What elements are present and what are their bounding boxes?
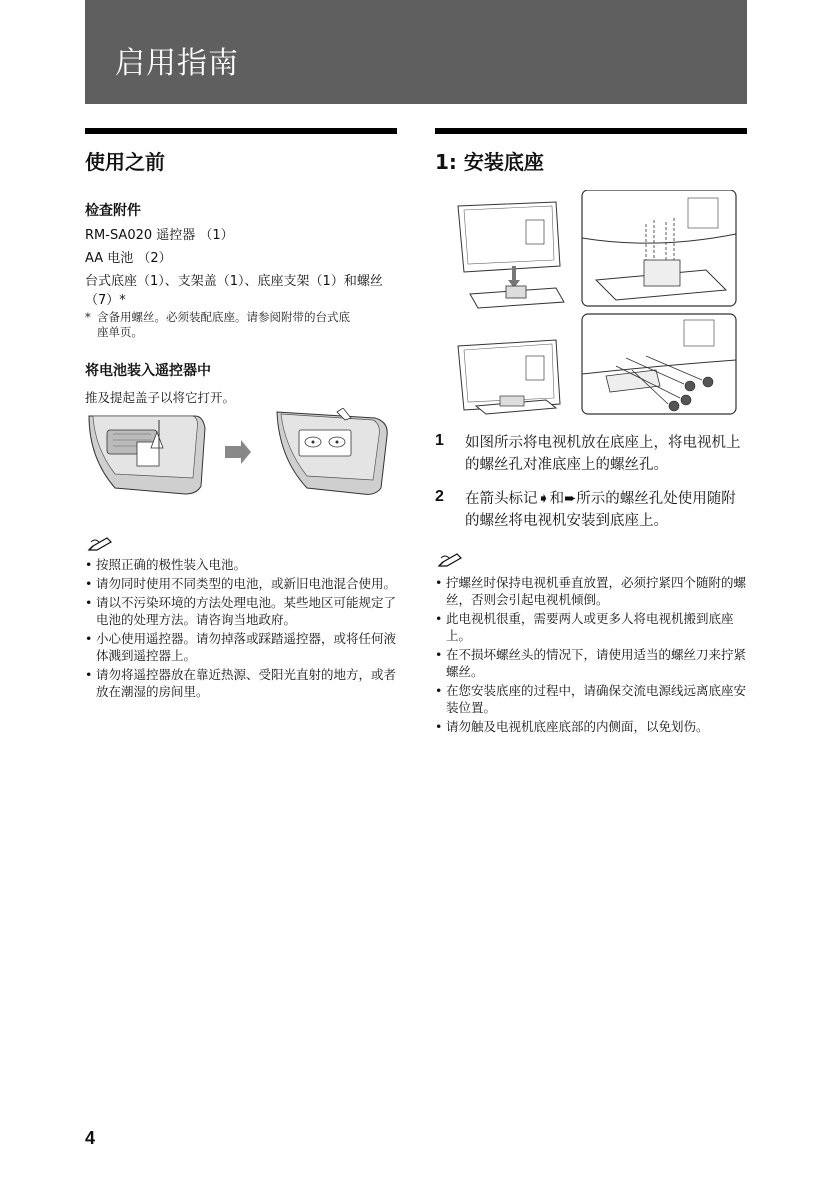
stand-installation-illustration: [456, 190, 738, 416]
footnote-mark: *: [85, 310, 91, 324]
page-number: 4: [85, 1128, 96, 1148]
remote-control-open-illustration: [89, 416, 205, 494]
section-title-before-use: 使用之前: [85, 150, 165, 174]
installation-steps: [435, 432, 747, 544]
accessory-item: 台式底座（1）、支架盖（1）、底座支架（1）和螺丝（7）*: [85, 274, 383, 308]
check-accessories-heading: 检查附件: [85, 203, 141, 219]
tv-on-stand-illustration: [458, 340, 560, 414]
footnote: [85, 310, 397, 340]
section-title-install-stand: 1: 安装底座: [435, 150, 544, 174]
chapter-title: 启用指南: [115, 46, 239, 81]
step-text: 在箭头标记➧和➨所示的螺丝孔处使用随附的螺丝将电视机安装到底座上。: [465, 491, 736, 529]
screw-fastening-detail: [582, 314, 736, 414]
note-item: • 拧螺丝时保持电视机垂直放置，必须拧紧四个随附的螺丝，否则会引起电视机倾倒。: [435, 574, 748, 608]
note-item: • 请勿将遥控器放在靠近热源、受阳光直射的地方，或者放在潮湿的房间里。: [85, 666, 398, 700]
chapter-banner: [85, 0, 747, 104]
left-column: [85, 128, 397, 407]
note-pencil-icon: [87, 536, 113, 552]
note-item: • 在您安装底座的过程中，请确保交流电源线远离底座安装位置。: [435, 682, 748, 716]
step-text: 如图所示将电视机放在底座上，将电视机上的螺丝孔对准底座上的螺丝孔。: [465, 435, 741, 473]
battery-heading: 将电池装入遥控器中: [85, 363, 211, 379]
stand-notes-list: [435, 574, 748, 737]
footnote-text-1: 含备用螺丝。必须装配底座。请参阅附带的台式底: [97, 310, 350, 324]
note-item: • 此电视机很重，需要两人或更多人将电视机搬到底座上。: [435, 610, 748, 644]
accessory-item: AA 电池 （2）: [85, 251, 172, 266]
remote-control-battery-illustration: [277, 408, 387, 494]
accessory-item: RM-SA020 遥控器 （1）: [85, 228, 234, 243]
section-rule: [85, 128, 397, 134]
screw-hole-alignment-detail: [582, 190, 736, 306]
battery-instruction: 推及提起盖子以将它打开。: [85, 390, 236, 405]
note-item: • 按照正确的极性装入电池。: [85, 556, 398, 573]
note-pencil-icon: [437, 552, 463, 568]
tv-placement-illustration: [458, 202, 564, 308]
step-number: 2: [435, 488, 444, 505]
note-item: • 请勿同时使用不同类型的电池，或新旧电池混合使用。: [85, 575, 398, 592]
battery-insertion-illustration: [85, 408, 397, 498]
step-1: [435, 432, 747, 476]
footnote-text-2: 座单页。: [97, 325, 143, 339]
battery-notes-list: [85, 556, 398, 702]
note-item: • 小心使用遥控器。请勿掉落或踩踏遥控器，或将任何液体溅到遥控器上。: [85, 630, 398, 664]
right-column: [435, 128, 747, 178]
note-item: • 请勿触及电视机底座底部的内侧面，以免划伤。: [435, 718, 748, 735]
step-2: [435, 488, 747, 532]
note-item: • 请以不污染环境的方法处理电池。某些地区可能规定了电池的处理方法。请咨询当地政府。: [85, 594, 398, 628]
note-item: • 在不损坏螺丝头的情况下，请使用适当的螺丝刀来拧紧螺丝。: [435, 646, 748, 680]
arrow-right-icon: [225, 440, 251, 464]
step-number: 1: [435, 432, 444, 449]
section-rule: [435, 128, 747, 134]
